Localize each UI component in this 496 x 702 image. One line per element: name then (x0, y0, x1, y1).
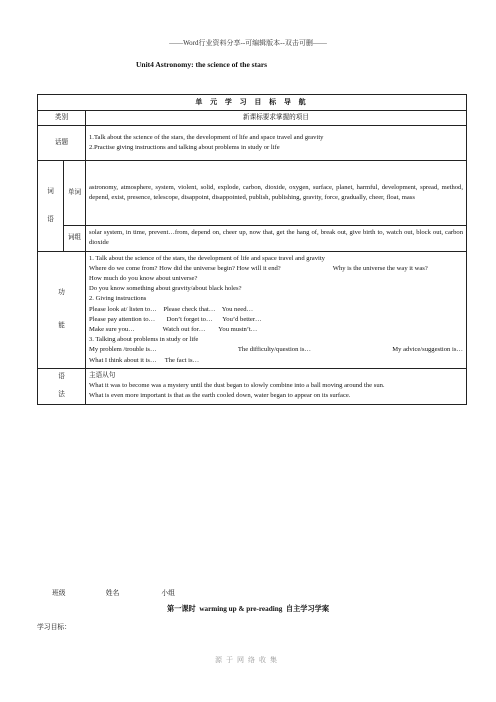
group-label: 小组 (161, 590, 175, 597)
function-line: What I think about it is… The fact is… (89, 356, 200, 364)
function-line: My problem /trouble is… The difficulty/question is… My advice/suggestion is… (89, 346, 463, 354)
vocab-label: 词 语 (38, 161, 64, 251)
unit-goals-table (37, 94, 467, 405)
grammar-line: 主语从句 (89, 371, 116, 379)
table-header-row (38, 110, 467, 125)
grammar-row (38, 368, 467, 404)
vocab-words-row (38, 161, 467, 226)
topic-row (38, 126, 467, 161)
topic-content (86, 126, 467, 161)
words-label: 单词 (64, 161, 86, 226)
grammar-line: What is even more important is that as the earth cooled down, water began to appear on its surface. (89, 392, 351, 400)
function-line: Please look at/ listen to… Please check that… You need… (89, 305, 254, 313)
function-line: Please pay attention to… Don’t forget to… You’d better… (89, 315, 262, 323)
function-line: 2. Giving instructions (89, 295, 147, 303)
function-line: 3. Talking about problems in study or life (89, 336, 199, 344)
name-label: 姓名 (105, 590, 120, 597)
function-line: Where do we come from? How did the universe begin? How will it end? Why is the universe the way it was? (89, 264, 428, 272)
topic-line-2: 2.Practise giving instructions and talking about problems in study or life (89, 144, 280, 152)
page-footer: 源于网络收集 (215, 656, 281, 664)
phrases-content: solar system, in time, prevent…from, depend on, cheer up, now that, get the hang of, break out, give birth to, watch out, block out, carbon dioxide (86, 226, 467, 251)
function-line: 1. Talk about the science of the stars, the development of life and space travel and gravity (89, 254, 325, 262)
grammar-content (86, 368, 467, 404)
learning-goal-label: 学习目标： (37, 624, 71, 631)
category-label: 类别 (38, 110, 86, 125)
lesson-title: 第一课时 warming up & pre-reading 自主学习学案 (166, 605, 330, 613)
table-title: 单 元 学 习 目 标 导 航 (38, 95, 467, 111)
grammar-line: What it was to become was a mystery until the dust began to slowly combine into a ball moving around the sun. (89, 382, 385, 390)
student-info-row (52, 587, 175, 597)
words-content: astronomy, atmosphere, system, violent, solid, explode, carbon, dioxide, oxygen, surface, planet, harmful, development, spread, method, depend, exist, presence, telescope, disappoint, disappointed, publish, publishing, gravity, force, gradually, cheer, float, mass (86, 161, 467, 226)
topic-label: 话题 (38, 126, 86, 161)
function-line: Make sure you… Watch out for… You mustn’t… (89, 326, 258, 334)
phrases-label: 词组 (64, 226, 86, 251)
table-title-row (38, 95, 467, 111)
grammar-label: 语 法 (38, 368, 86, 404)
function-content (86, 251, 467, 368)
page-header: ——Word行业资料分享--可编辑版本--双击可删—— (169, 39, 327, 47)
requirement-label: 新课标要求掌握的项目 (86, 110, 467, 125)
function-line: How much do you know about universe? (89, 274, 198, 282)
function-line: Do you know something about gravity/about black holes? (89, 285, 242, 293)
topic-line-1: 1.Talk about the science of the stars, the development of life and space travel and gravity (89, 133, 324, 141)
function-row (38, 251, 467, 368)
vocab-phrases-row (38, 226, 467, 251)
unit-title: Unit4 Astronomy: the science of the stars (136, 60, 268, 69)
function-label: 功 能 (38, 251, 86, 368)
class-label: 班级 (52, 590, 66, 597)
